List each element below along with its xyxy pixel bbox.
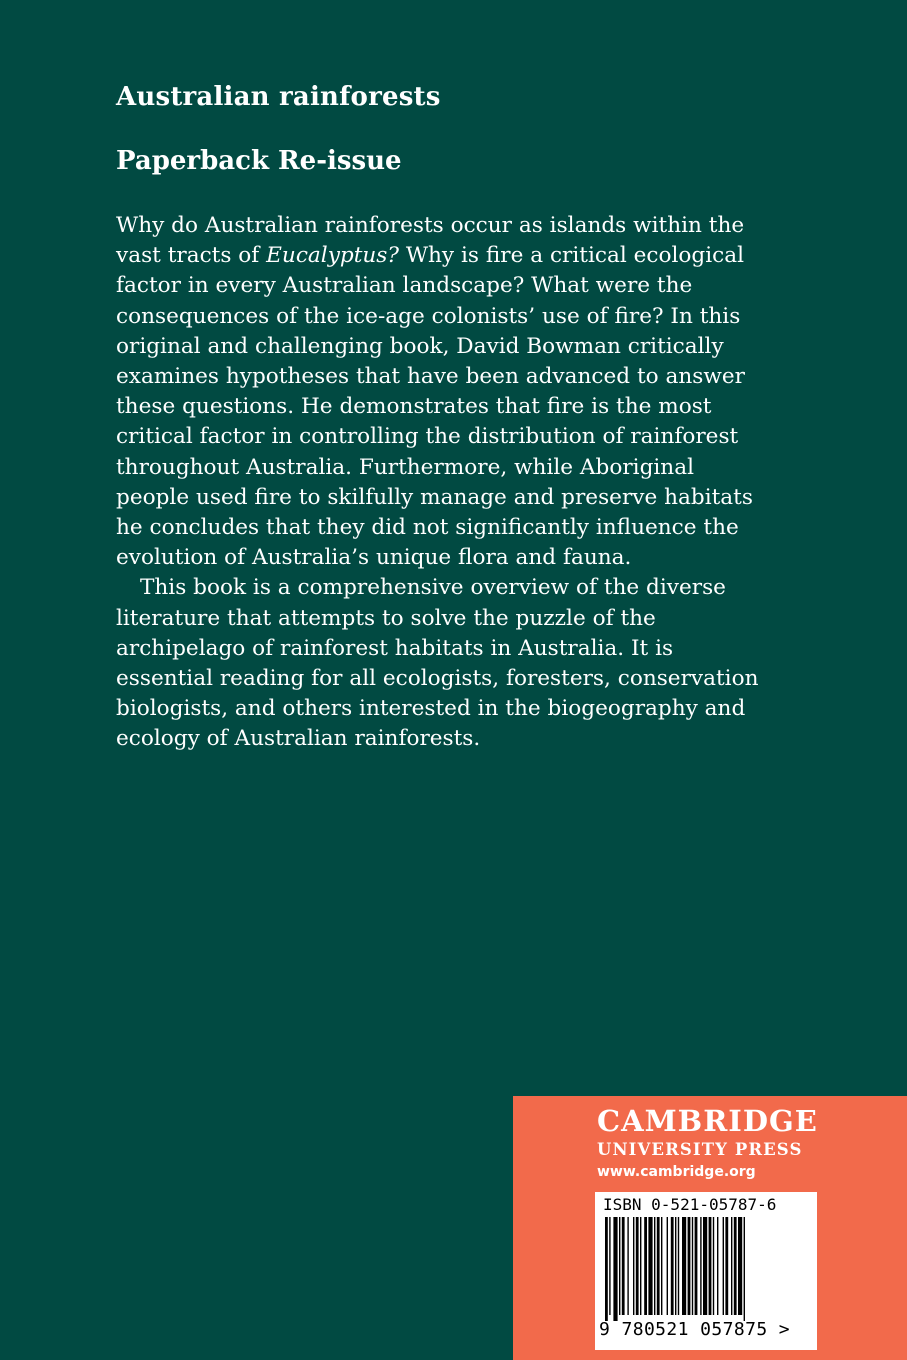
blurb-line: examines hypotheses that have been advanced to answer [116, 364, 745, 390]
blurb-line: This book is a comprehensive overview of the diverse [140, 575, 726, 601]
blurb-line: essential reading for all ecologists, foresters, conservation [116, 666, 759, 692]
barcode-icon [603, 1217, 809, 1321]
blurb-paragraph-2 [116, 573, 816, 603]
blurb-line: literature that attempts to solve the puzzle of the [116, 605, 656, 631]
blurb-line: critical factor in controlling the distribution of rainforest [116, 424, 739, 450]
blurb-line: original and challenging book, David Bowman critically [116, 333, 724, 359]
blurb-line: archipelago of rainforest habitats in Australia. It is [116, 635, 674, 661]
publisher-url: www.cambridge.org [597, 1164, 756, 1180]
blurb-line: he concludes that they did not significantly influence the [116, 515, 739, 541]
blurb-line [116, 241, 816, 271]
blurb-line: ecology of Australian rainforests. [116, 726, 481, 752]
blurb-line: people used fire to skilfully manage and preserve habitats [116, 484, 753, 510]
blurb-line-part: Why is fire a critical ecological [398, 243, 744, 269]
blurb-line: these questions. He demonstrates that fire is the most [116, 394, 712, 420]
publisher-name: CAMBRIDGE [597, 1104, 818, 1138]
blurb-italic-word: Eucalyptus? [266, 243, 399, 269]
publisher-subtitle: UNIVERSITY PRESS [597, 1140, 803, 1159]
cover-title: Australian rainforests [116, 82, 441, 112]
publisher-panel [513, 1096, 907, 1360]
blurb [116, 211, 816, 755]
blurb-line: evolution of Australia’s unique flora and fauna. [116, 545, 632, 571]
blurb-paragraph-1 [116, 211, 816, 573]
barcode-digits: 9 780521 057875 > [599, 1319, 791, 1340]
blurb-line: factor in every Australian landscape? What were the [116, 273, 693, 299]
barcode-box [595, 1192, 817, 1350]
isbn-label: ISBN 0-521-05787-6 [603, 1195, 777, 1214]
cover-subtitle: Paperback Re-issue [116, 146, 402, 176]
blurb-line-part: vast tracts of [116, 243, 267, 269]
blurb-paragraph-2-continued [116, 604, 816, 755]
blurb-line: biologists, and others interested in the biogeography and [116, 696, 746, 722]
blurb-line: Why do Australian rainforests occur as islands within the [116, 213, 745, 238]
blurb-line: throughout Australia. Furthermore, while Aboriginal [116, 454, 694, 480]
blurb-line: consequences of the ice-age colonists’ use of fire? In this [116, 303, 741, 329]
